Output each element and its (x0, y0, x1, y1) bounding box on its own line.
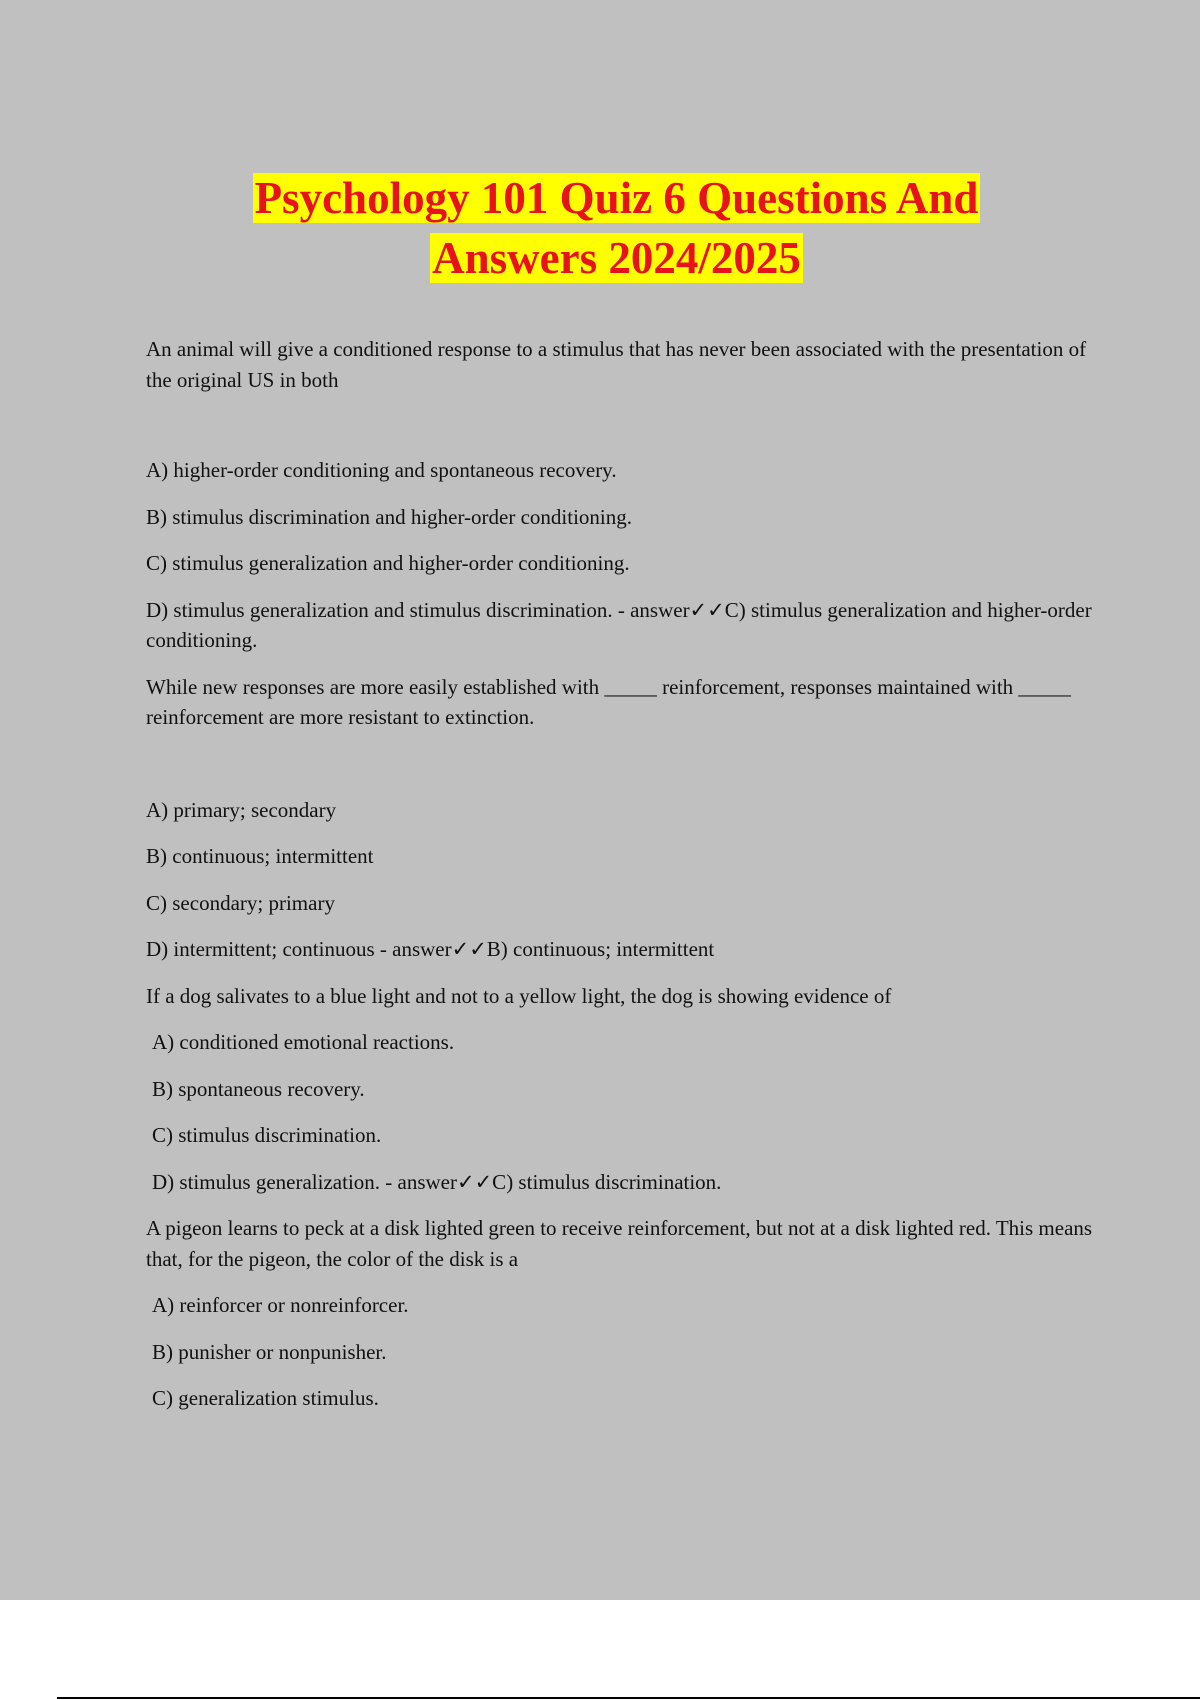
document-body (146, 334, 1096, 1414)
question-3-option-d: D) stimulus generalization. - answer✓✓C) stimulus discrimination. (152, 1169, 722, 1194)
question-3-option-b: B) spontaneous recovery. (152, 1076, 365, 1101)
question-4-option-c: C) generalization stimulus. (152, 1386, 379, 1410)
question-3-option-a: A) conditioned emotional reactions. (152, 1030, 455, 1054)
title-line-1: Psychology 101 Quiz 6 Questions And (254, 173, 979, 223)
document-title (0, 168, 1200, 288)
question-1-stem: An animal will give a conditioned response to a stimulus that has never been associated with the presentation of the original US in both (146, 337, 1087, 392)
question-1-option-b: B) stimulus discrimination and higher-order conditioning. (146, 504, 633, 529)
question-2-stem: While new responses are more easily established with _____ reinforcement, responses maintained with _____ reinforcement are more resistant to extinction. (146, 674, 1071, 729)
question-1-option-c: C) stimulus generalization and higher-order conditioning. (146, 551, 630, 575)
question-2-option-d: D) intermittent; continuous - answer✓✓B) continuous; intermittent (146, 937, 715, 961)
page-bottom-margin (0, 1600, 1200, 1700)
footer-divider (57, 1697, 1200, 1699)
question-3-stem: If a dog salivates to a blue light and not to a yellow light, the dog is showing evidence of (146, 983, 892, 1008)
question-2-option-c: C) secondary; primary (146, 890, 335, 915)
question-2-option-a: A) primary; secondary (146, 797, 337, 822)
question-3-option-c: C) stimulus discrimination. (152, 1123, 382, 1147)
question-4-stem: A pigeon learns to peck at a disk lighted green to receive reinforcement, but not at a disk lighted red. This means that, for the pigeon, the color of the disk is a (146, 1216, 1093, 1271)
question-4-option-a: A) reinforcer or nonreinforcer. (152, 1293, 409, 1317)
title-line-2: Answers 2024/2025 (432, 233, 801, 283)
question-2-option-b: B) continuous; intermittent (146, 844, 374, 868)
question-1-option-a: A) higher-order conditioning and spontaneous recovery. (146, 458, 617, 482)
question-1-option-d: D) stimulus generalization and stimulus discrimination. - answer✓✓C) stimulus generalization and higher-order conditioning. (146, 597, 1092, 652)
question-4-option-b: B) punisher or nonpunisher. (152, 1339, 387, 1364)
